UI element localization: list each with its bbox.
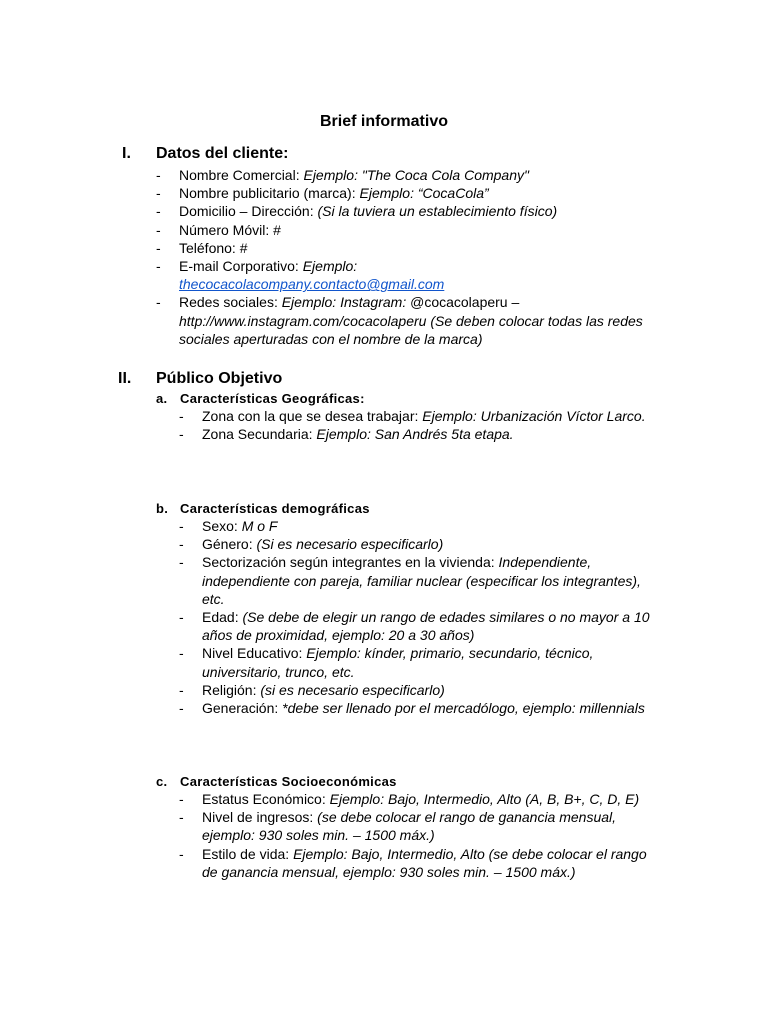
item-label: Nombre Comercial: xyxy=(179,167,304,183)
subsection-letter: a. xyxy=(156,391,168,406)
item-label: Número Móvil: # xyxy=(179,221,281,238)
list-item xyxy=(156,202,659,220)
subsection-letter: b. xyxy=(156,501,169,516)
item-example: (Si la tuviera un establecimiento físico) xyxy=(317,203,558,220)
item-label: Nombre publicitario (marca): xyxy=(179,185,360,202)
bullet-dash: - xyxy=(179,408,184,424)
item-example: Ejemplo: "The Coca Cola Company" xyxy=(303,167,529,183)
section-title: Público Objetivo xyxy=(156,370,283,387)
subsection-title-demograficas xyxy=(156,501,370,516)
bullet-dash: - xyxy=(156,239,161,256)
bullet-dash: - xyxy=(179,809,184,826)
bullet-dash: - xyxy=(179,845,184,862)
bullet-dash: - xyxy=(156,185,161,202)
bullet-dash: - xyxy=(179,554,184,571)
section-numeral: I. xyxy=(122,145,131,162)
list-item xyxy=(156,257,659,293)
item-example: Ejemplo: San Andrés 5ta etapa. xyxy=(316,426,514,443)
bullet-dash: - xyxy=(179,681,184,698)
list-item xyxy=(179,535,654,553)
demographic-list xyxy=(179,517,654,717)
bullet-dash: - xyxy=(156,203,161,220)
bullet-dash: - xyxy=(179,645,184,662)
item-example: Ejemplo: Urbanización Víctor Larco. xyxy=(422,408,646,424)
bullet-dash: - xyxy=(179,518,184,534)
bullet-dash: - xyxy=(156,221,161,238)
bullet-dash: - xyxy=(156,258,161,275)
socioeconomic-list xyxy=(179,790,654,881)
item-label: E-mail Corporativo: xyxy=(179,258,303,275)
item-example: Ejemplo: Bajo, Intermedio, Alto (A, B, B+, C, D, E) xyxy=(329,791,640,807)
item-example: *debe ser llenado por el mercadólogo, ejemplo: millennials xyxy=(282,700,645,717)
document-title: Brief informativo xyxy=(319,113,448,130)
bullet-dash: - xyxy=(179,609,184,626)
item-label: Edad: xyxy=(202,609,243,626)
list-item xyxy=(179,808,654,844)
list-item xyxy=(179,644,654,680)
list-item xyxy=(156,166,659,184)
item-label: Generación: xyxy=(202,700,283,717)
list-item xyxy=(179,681,654,699)
list-item xyxy=(179,699,654,717)
subsection-title-geograficas xyxy=(156,391,365,406)
list-item xyxy=(179,407,654,425)
subsection-label: Características Socioeconómicas xyxy=(180,774,397,789)
item-label: Redes sociales: xyxy=(179,294,282,311)
item-example: Ejemplo: Instagram: xyxy=(281,294,407,311)
bullet-dash: - xyxy=(156,167,161,183)
item-example: Ejemplo: xyxy=(302,258,358,275)
client-data-list xyxy=(156,166,659,348)
item-label: Zona con la que se desea trabajar: xyxy=(202,408,423,424)
item-label: Sectorización según integrantes en la vivienda: xyxy=(202,554,499,571)
list-item xyxy=(179,553,654,608)
item-example: (se debe colocar el rango de ganancia mensual, ejemplo: 930 soles min. – 1500 máx.) xyxy=(202,809,617,844)
item-label: Nivel de ingresos: xyxy=(202,809,318,826)
item-example: (Si es necesario especificarlo) xyxy=(256,536,444,553)
item-example: Independiente, independiente con pareja, familiar nuclear (especificar los integrantes), etc. xyxy=(202,554,641,607)
list-item xyxy=(156,221,659,239)
list-item xyxy=(179,790,654,808)
list-item xyxy=(179,425,654,443)
item-example: (si es necesario especificarlo) xyxy=(260,681,445,698)
item-label: Nivel Educativo: xyxy=(202,645,307,662)
section-numeral: II. xyxy=(118,370,132,387)
list-item xyxy=(179,845,654,881)
item-label: Género: xyxy=(202,536,257,553)
item-label: @cocacolaperu – xyxy=(406,294,520,311)
subsection-label: Características Geográficas: xyxy=(180,391,365,406)
bullet-dash: - xyxy=(179,791,184,807)
bullet-dash: - xyxy=(179,426,184,443)
list-item xyxy=(156,184,659,202)
item-label: Estilo de vida: xyxy=(202,845,294,862)
item-label: Zona Secundaria: xyxy=(202,426,317,443)
bullet-dash: - xyxy=(179,536,184,553)
item-label: Domicilio – Dirección: xyxy=(179,203,318,220)
list-item xyxy=(156,239,659,257)
item-label: Religión: xyxy=(202,681,261,698)
subsection-letter: c. xyxy=(156,774,168,789)
item-label: Teléfono: # xyxy=(179,239,248,256)
section-title: Datos del cliente: xyxy=(156,145,289,162)
item-label: Estatus Económico: xyxy=(202,791,330,807)
subsection-label: Características demográficas xyxy=(180,501,370,516)
email-link[interactable]: thecocacolacompany.contacto@gmail.com xyxy=(179,276,445,293)
item-example: http://www.instagram.com/cocacolaperu (Se deben colocar todas las redes sociales aperturadas con el nombre de la marca) xyxy=(179,312,643,347)
item-label: Sexo: xyxy=(202,518,242,534)
item-example: Ejemplo: “CocaCola” xyxy=(359,185,489,202)
subsection-title-socioeconomicas xyxy=(156,774,397,789)
list-item xyxy=(156,293,659,348)
bullet-dash: - xyxy=(179,700,184,717)
item-example: Ejemplo: Bajo, Intermedio, Alto (se debe colocar el rango de ganancia mensual, ejemplo: 930 soles min. – 1500 máx.) xyxy=(202,845,647,880)
geographic-list xyxy=(179,407,654,443)
list-item xyxy=(179,517,654,535)
bullet-dash: - xyxy=(156,294,161,311)
item-example: (Se debe de elegir un rango de edades similares o no mayor a 10 años de proximidad, ejemplo: 20 a 30 años) xyxy=(202,609,650,644)
item-example: Ejemplo: kínder, primario, secundario, técnico, universitario, trunco, etc. xyxy=(202,645,594,680)
item-example: M o F xyxy=(241,518,278,534)
list-item xyxy=(179,608,654,644)
